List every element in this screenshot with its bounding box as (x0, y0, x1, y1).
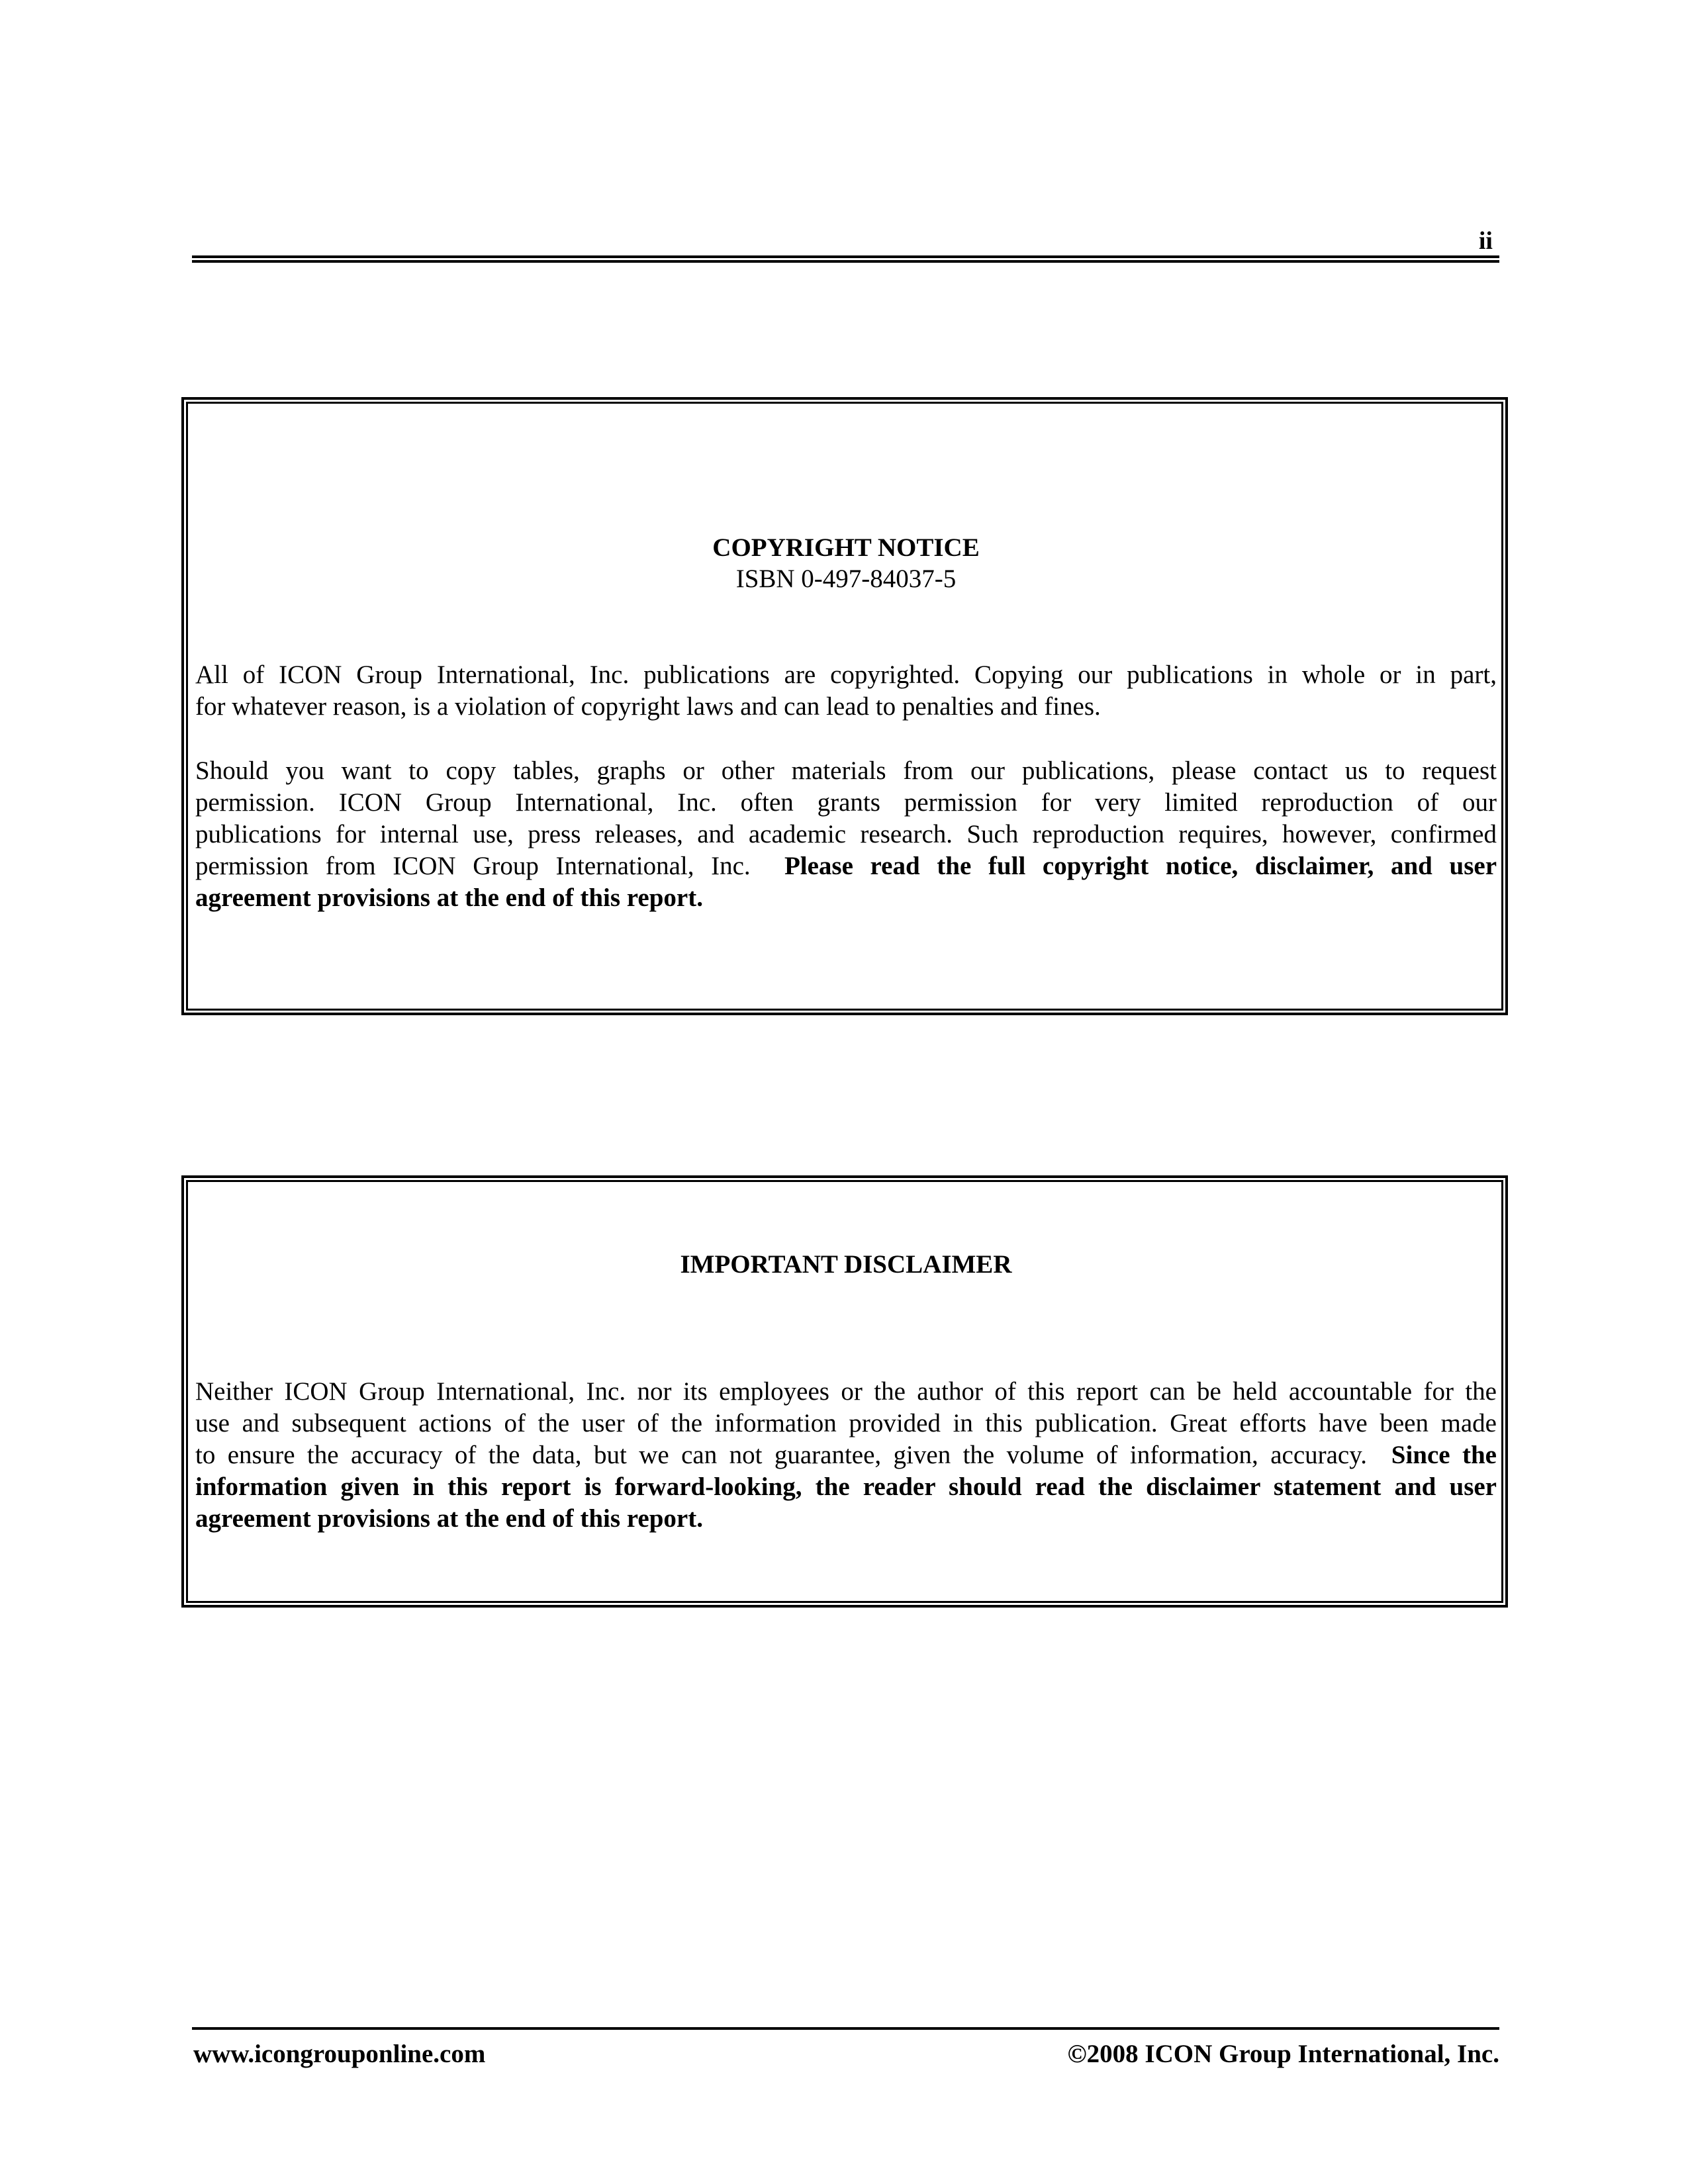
bold-notice: Since the (1391, 1441, 1497, 1469)
text-line (195, 1439, 1497, 1471)
footer-copyright: ©2008 ICON Group International, Inc. (1067, 2040, 1499, 2068)
bold-notice: agreement provisions at the end of this report. (195, 884, 703, 912)
copyright-paragraph-2 (195, 755, 1497, 914)
text-line (195, 850, 1497, 882)
text-line: Should you want to copy tables, graphs or other materials from our publications, please contact us to request (195, 756, 1497, 785)
header-rule-bottom (192, 260, 1499, 263)
disclaimer-paragraph (195, 1376, 1497, 1535)
bold-notice: information given in this report is forward-looking, the reader should read the disclaimer statement and user (195, 1473, 1497, 1501)
text-line: publications for internal use, press releases, and academic research. Such reproduction requires, however, confirmed (195, 820, 1497, 848)
text-line: permission. ICON Group International, Inc. often grants permission for very limited reproduction of our (195, 788, 1497, 817)
footer-rule (192, 2027, 1499, 2030)
copyright-paragraph-1 (195, 659, 1497, 723)
text-segment: to ensure the accuracy of the data, but we can not guarantee, given the volume of information, accuracy. (195, 1441, 1391, 1469)
text-segment: permission from ICON Group International, Inc. (195, 852, 784, 880)
page-number: ii (1478, 227, 1493, 255)
copyright-title: COPYRIGHT NOTICE (712, 533, 980, 562)
isbn: ISBN 0-497-84037-5 (735, 565, 957, 593)
text-line: use and subsequent actions of the user of the information provided in this publication. Great efforts have been made (195, 1409, 1497, 1437)
header-rule-top (192, 255, 1499, 258)
text-line: for whatever reason, is a violation of copyright laws and can lead to penalties and fines. (195, 692, 1101, 721)
disclaimer-title: IMPORTANT DISCLAIMER (680, 1250, 1012, 1279)
bold-notice: agreement provisions at the end of this report. (195, 1504, 703, 1533)
text-line: Neither ICON Group International, Inc. nor its employees or the author of this report can be held accountable for the (195, 1377, 1497, 1406)
bold-notice: Please read the full copyright notice, disclaimer, and user (784, 852, 1497, 880)
footer-website: www.icongrouponline.com (193, 2040, 486, 2068)
text-line: All of ICON Group International, Inc. publications are copyrighted. Copying our publications in whole or in part, (195, 660, 1497, 689)
